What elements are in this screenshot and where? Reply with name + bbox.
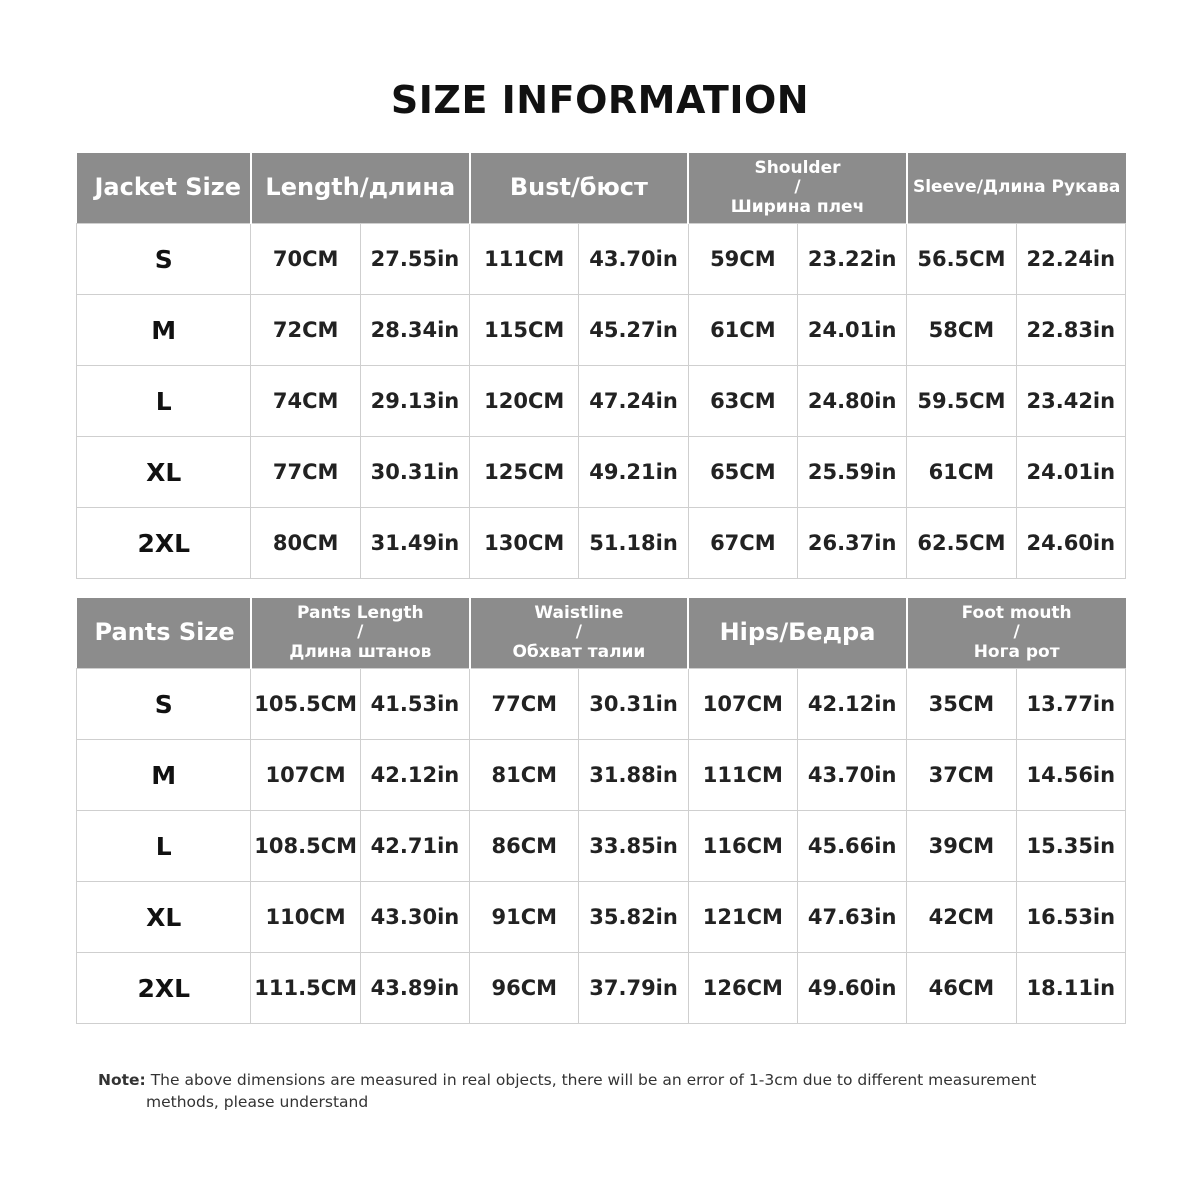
pants-cell-size: M [77, 740, 251, 811]
pants-cell-foot-cm: 39CM [907, 811, 1016, 882]
pants-waist-header-line3: Обхват талии [512, 641, 646, 662]
jacket-cell-shoulder-in: 26.37in [797, 508, 906, 579]
pants-foot-header [907, 598, 1126, 669]
jacket-cell-bust-cm: 125CM [470, 437, 579, 508]
pants-cell-size: L [77, 811, 251, 882]
jacket-cell-size: 2XL [77, 508, 251, 579]
pants-cell-foot-cm: 35CM [907, 669, 1016, 740]
pants-cell-length-in: 42.71in [360, 811, 469, 882]
pants-cell-waist-cm: 81CM [470, 740, 579, 811]
pants-cell-waist-cm: 91CM [470, 882, 579, 953]
jacket-length-header: Length/длина [251, 153, 470, 224]
jacket-table-row [77, 437, 1126, 508]
note-line1: The above dimensions are measured in real objects, there will be an error of 1-3cm due to different measurement [150, 1071, 1037, 1089]
jacket-cell-shoulder-cm: 65CM [688, 437, 797, 508]
jacket-cell-length-in: 31.49in [360, 508, 469, 579]
note-label: Note: [98, 1071, 146, 1089]
page-title: SIZE INFORMATION [390, 78, 810, 122]
pants-cell-length-cm: 108.5CM [251, 811, 360, 882]
jacket-cell-shoulder-in: 24.80in [797, 366, 906, 437]
pants-cell-length-cm: 111.5CM [251, 953, 360, 1024]
jacket-shoulder-header-line1: Shoulder [754, 157, 841, 178]
pants-cell-length-cm: 107CM [251, 740, 360, 811]
pants-hips-header: Hips/Бедра [688, 598, 907, 669]
pants-cell-hips-in: 45.66in [798, 811, 907, 882]
jacket-cell-size: XL [77, 437, 251, 508]
jacket-cell-size: S [77, 224, 251, 295]
pants-cell-size: S [77, 669, 251, 740]
pants-cell-waist-in: 33.85in [579, 811, 688, 882]
pants-table-row [77, 811, 1126, 882]
jacket-cell-length-cm: 74CM [251, 366, 360, 437]
pants-cell-foot-cm: 46CM [907, 953, 1016, 1024]
jacket-cell-bust-cm: 115CM [470, 295, 579, 366]
jacket-cell-size: L [77, 366, 251, 437]
jacket-cell-shoulder-in: 23.22in [797, 224, 906, 295]
pants-header-row [77, 598, 1126, 669]
pants-cell-hips-cm: 121CM [688, 882, 797, 953]
pants-cell-hips-in: 47.63in [798, 882, 907, 953]
jacket-cell-shoulder-in: 24.01in [797, 295, 906, 366]
jacket-cell-length-cm: 80CM [251, 508, 360, 579]
jacket-cell-bust-in: 51.18in [579, 508, 688, 579]
jacket-cell-shoulder-cm: 61CM [688, 295, 797, 366]
pants-cell-length-in: 42.12in [360, 740, 469, 811]
pants-table-row [77, 740, 1126, 811]
pants-cell-hips-in: 49.60in [798, 953, 907, 1024]
jacket-cell-shoulder-cm: 67CM [688, 508, 797, 579]
jacket-cell-length-cm: 77CM [251, 437, 360, 508]
jacket-cell-shoulder-cm: 63CM [688, 366, 797, 437]
pants-cell-length-in: 41.53in [360, 669, 469, 740]
jacket-shoulder-header-line2: / [794, 177, 801, 198]
pants-cell-foot-in: 15.35in [1016, 811, 1125, 882]
jacket-table-row [77, 295, 1126, 366]
jacket-cell-bust-in: 43.70in [579, 224, 688, 295]
jacket-cell-size: M [77, 295, 251, 366]
pants-cell-length-in: 43.30in [360, 882, 469, 953]
jacket-cell-sleeve-cm: 62.5CM [907, 508, 1016, 579]
pants-cell-waist-cm: 86CM [470, 811, 579, 882]
pants-cell-foot-cm: 42CM [907, 882, 1016, 953]
jacket-shoulder-header [688, 153, 907, 224]
measurement-note [98, 1070, 1138, 1113]
jacket-cell-bust-in: 45.27in [579, 295, 688, 366]
jacket-cell-length-in: 29.13in [360, 366, 469, 437]
jacket-table-row [77, 224, 1126, 295]
jacket-cell-bust-in: 49.21in [579, 437, 688, 508]
pants-cell-hips-cm: 111CM [688, 740, 797, 811]
pants-table-row [77, 953, 1126, 1024]
jacket-cell-length-cm: 70CM [251, 224, 360, 295]
jacket-cell-sleeve-cm: 61CM [907, 437, 1016, 508]
jacket-shoulder-header-line3: Ширина плеч [730, 196, 865, 217]
jacket-cell-sleeve-cm: 59.5CM [907, 366, 1016, 437]
jacket-cell-sleeve-cm: 58CM [907, 295, 1016, 366]
pants-cell-foot-in: 14.56in [1016, 740, 1125, 811]
pants-cell-hips-cm: 107CM [688, 669, 797, 740]
pants-size-header: Pants Size [77, 598, 251, 669]
pants-cell-hips-in: 42.12in [798, 669, 907, 740]
jacket-cell-sleeve-in: 24.01in [1016, 437, 1125, 508]
jacket-cell-sleeve-in: 22.24in [1016, 224, 1125, 295]
pants-cell-length-cm: 110CM [251, 882, 360, 953]
pants-waist-header [470, 598, 689, 669]
note-line2: methods, please understand [146, 1092, 369, 1111]
jacket-cell-length-in: 28.34in [360, 295, 469, 366]
jacket-cell-sleeve-cm: 56.5CM [907, 224, 1016, 295]
pants-cell-size: XL [77, 882, 251, 953]
jacket-cell-bust-cm: 120CM [470, 366, 579, 437]
pants-cell-waist-cm: 96CM [470, 953, 579, 1024]
pants-cell-hips-in: 43.70in [798, 740, 907, 811]
pants-size-table [76, 598, 1126, 1024]
jacket-cell-length-in: 27.55in [360, 224, 469, 295]
pants-waist-header-line1: Waistline [534, 602, 624, 623]
pants-foot-header-line3: Нога рот [973, 641, 1060, 662]
pants-cell-hips-cm: 116CM [688, 811, 797, 882]
pants-cell-foot-in: 18.11in [1016, 953, 1125, 1024]
pants-cell-size: 2XL [77, 953, 251, 1024]
pants-length-header-line1: Pants Length [296, 602, 424, 623]
pants-cell-length-in: 43.89in [360, 953, 469, 1024]
pants-waist-header-line2: / [575, 622, 582, 643]
jacket-cell-sleeve-in: 22.83in [1016, 295, 1125, 366]
pants-cell-hips-cm: 126CM [688, 953, 797, 1024]
pants-cell-foot-cm: 37CM [907, 740, 1016, 811]
pants-length-header [251, 598, 470, 669]
jacket-cell-bust-in: 47.24in [579, 366, 688, 437]
jacket-header-row [77, 153, 1126, 224]
jacket-cell-length-cm: 72CM [251, 295, 360, 366]
jacket-sleeve-header: Sleeve/Длина Рукава [907, 153, 1126, 224]
pants-foot-header-line2: / [1013, 622, 1020, 643]
jacket-cell-bust-cm: 111CM [470, 224, 579, 295]
jacket-cell-bust-cm: 130CM [470, 508, 579, 579]
pants-cell-waist-in: 37.79in [579, 953, 688, 1024]
pants-cell-waist-cm: 77CM [470, 669, 579, 740]
pants-cell-waist-in: 31.88in [579, 740, 688, 811]
jacket-cell-sleeve-in: 23.42in [1016, 366, 1125, 437]
jacket-table-row [77, 366, 1126, 437]
pants-cell-foot-in: 16.53in [1016, 882, 1125, 953]
jacket-table-row [77, 508, 1126, 579]
jacket-bust-header: Bust/бюст [470, 153, 689, 224]
pants-length-header-line2: / [357, 622, 364, 643]
pants-table-row [77, 882, 1126, 953]
pants-length-header-line3: Длина штанов [289, 641, 432, 662]
pants-cell-waist-in: 30.31in [579, 669, 688, 740]
pants-cell-foot-in: 13.77in [1016, 669, 1125, 740]
jacket-cell-shoulder-in: 25.59in [797, 437, 906, 508]
jacket-cell-shoulder-cm: 59CM [688, 224, 797, 295]
pants-foot-header-line1: Foot mouth [961, 602, 1072, 623]
jacket-size-table [76, 153, 1126, 579]
jacket-cell-length-in: 30.31in [360, 437, 469, 508]
pants-cell-waist-in: 35.82in [579, 882, 688, 953]
pants-cell-length-cm: 105.5CM [251, 669, 360, 740]
jacket-size-header: Jacket Size [77, 153, 251, 224]
jacket-cell-sleeve-in: 24.60in [1016, 508, 1125, 579]
pants-table-row [77, 669, 1126, 740]
